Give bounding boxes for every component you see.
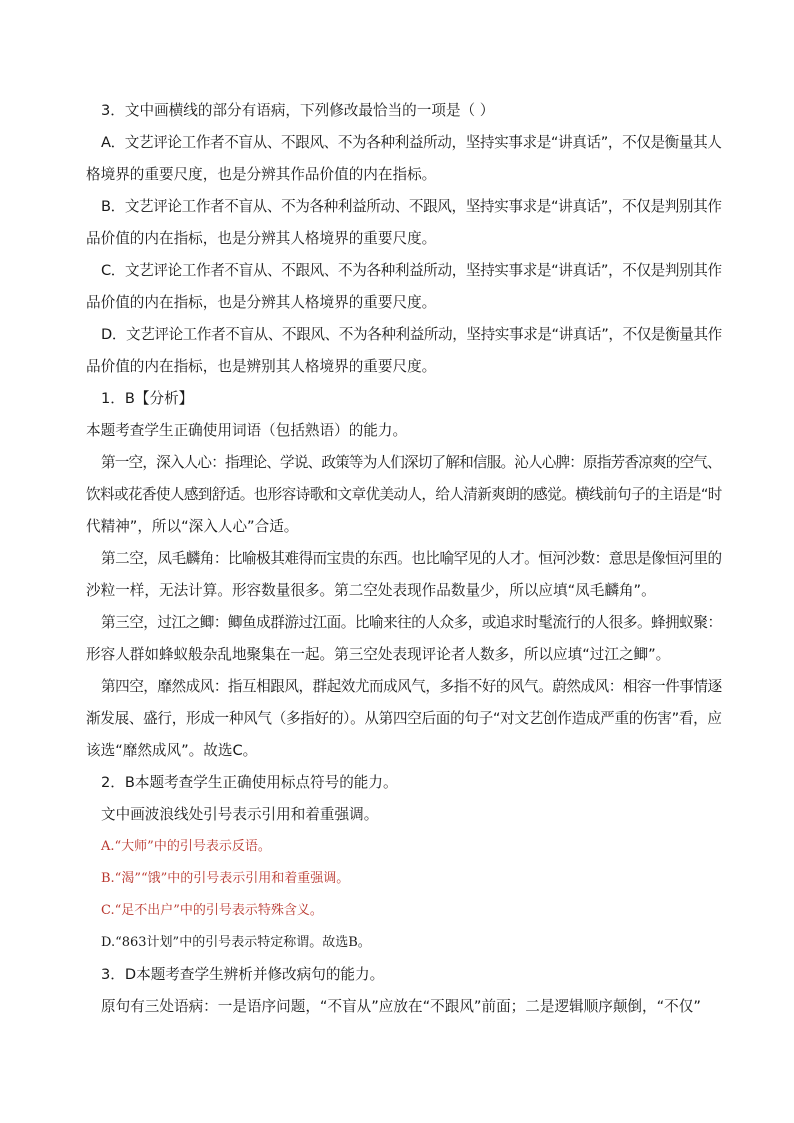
blank-1-line2: 饮料或花香使人感到舒适。也形容诗歌和文章优美动人，给人清新爽朗的感觉。横线前句子的主语是“时 — [86, 486, 722, 503]
question-3-option-b-line2: 品价值的内在指标，也是分辨其人格境界的重要尺度。 — [86, 230, 437, 247]
answer-3-header: 3．D本题考查学生辨析并修改病句的能力。 — [101, 966, 385, 983]
question-3-option-a-line1: A．文艺评论工作者不盲从、不跟风、不为各种利益所动，坚持实事求是“讲真话”，不仅是衡量其人 — [101, 134, 722, 151]
answer-1-intro: 本题考查学生正确使用词语（包括熟语）的能力。 — [86, 422, 408, 439]
blank-3-line2: 形容人群如蜂蚁般杂乱地聚集在一起。第三空处表现评论者人数多，所以应填“过江之鲫”。 — [86, 646, 671, 663]
answer-2-option-c: C.“足不出户”中的引号表示特殊含义。 — [101, 903, 323, 918]
question-3-option-d-line2: 品价值的内在指标，也是辨别其人格境界的重要尺度。 — [86, 358, 437, 375]
answer-2-option-a: A.“大师”中的引号表示反语。 — [101, 839, 271, 854]
answer-1-header: 1．B【分析】 — [101, 390, 194, 407]
question-3-option-b-line1: B．文艺评论工作者不盲从、不为各种利益所动、不跟风，坚持实事求是“讲真话”，不仅是判别其作 — [101, 198, 722, 215]
answer-2-intro: 文中画波浪线处引号表示引用和着重强调。 — [101, 806, 379, 823]
answer-3-line1: 原句有三处语病：一是语序问题，“不盲从”应放在“不跟风”前面；二是逻辑顺序颠倒，“不仅” — [101, 998, 701, 1015]
question-3-stem: 3．文中画横线的部分有语病，下列修改最恰当的一项是（ ） — [101, 102, 495, 119]
blank-4-line2: 渐发展、盛行，形成一种风气（多指好的）。从第四空后面的句子“对文艺创作造成严重的伤害”看，应 — [86, 710, 722, 727]
blank-2-line2: 沙粒一样，无法计算。形容数量很多。第二空处表现作品数量少，所以应填“凤毛麟角”。 — [86, 582, 656, 599]
question-3-option-a-line2: 格境界的重要尺度，也是分辨其作品价值的内在指标。 — [86, 166, 437, 183]
blank-1-line1: 第一空，深入人心：指理论、学说、政策等为人们深切了解和信服。沁人心脾：原指芳香凉爽的空气、 — [101, 454, 721, 471]
blank-2-line1: 第二空，凤毛麟角：比喻极其难得而宝贵的东西。也比喻罕见的人才。恒河沙数：意思是像恒河里的 — [101, 550, 722, 567]
answer-2-option-d: D.“863计划”中的引号表示特定称谓。故选B。 — [101, 935, 371, 950]
blank-4-line1: 第四空，靡然成风：指互相跟风，群起效尤而成风气，多指不好的风气。蔚然成风：相容一件事情逐 — [101, 678, 722, 695]
blank-3-line1: 第三空，过江之鲫：鲫鱼成群游过江面。比喻来往的人众多，或追求时髦流行的人很多。蜂拥蚁聚： — [101, 614, 722, 631]
answer-2-header: 2．B本题考查学生正确使用标点符号的能力。 — [101, 774, 398, 791]
blank-1-line3: 代精神”，所以“深入人心”合适。 — [86, 518, 299, 535]
blank-4-line3: 该选“靡然成风”。故选C。 — [86, 742, 258, 759]
answer-2-option-b: B.“渴”“饿”中的引号表示引用和着重强调。 — [101, 871, 350, 886]
question-3-option-c-line1: C．文艺评论工作者不盲从、不跟风、不为各种利益所动，坚持实事求是“讲真话”，不仅是判别其作 — [101, 262, 722, 279]
question-3-option-c-line2: 品价值的内在指标，也是分辨其人格境界的重要尺度。 — [86, 294, 437, 311]
question-3-option-d-line1: D．文艺评论工作者不盲从、不跟风、不为各种利益所动，坚持实事求是“讲真话”，不仅是衡量其作 — [101, 326, 722, 343]
